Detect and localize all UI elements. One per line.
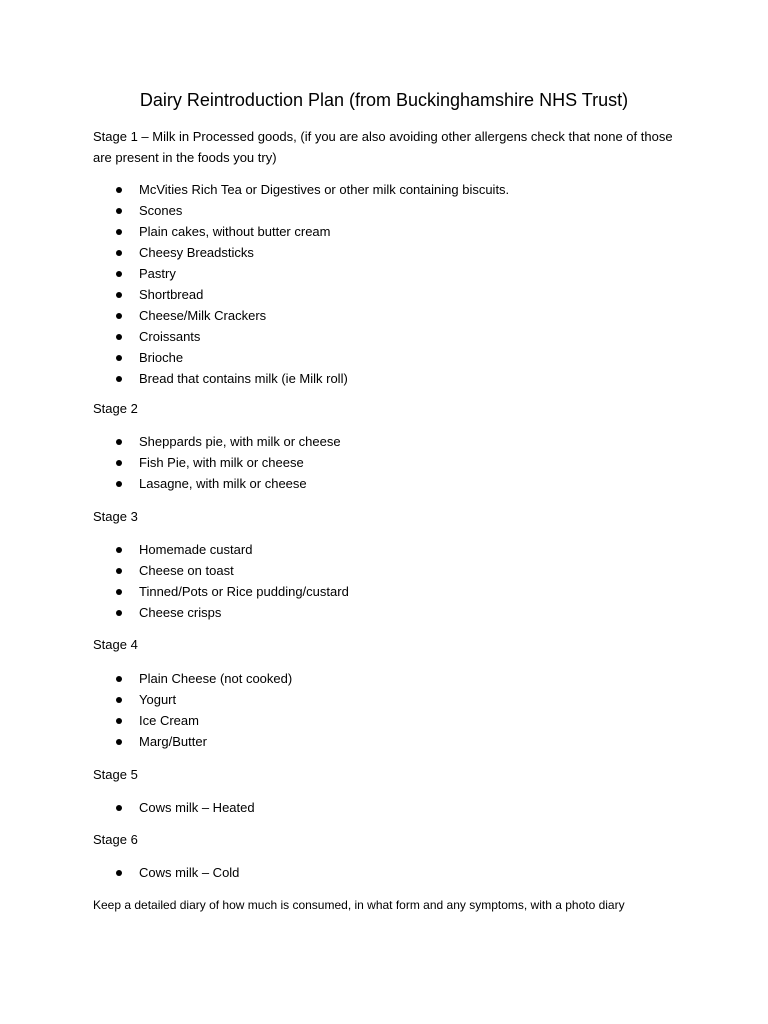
list-item bbox=[93, 179, 509, 200]
stage-6-list bbox=[93, 862, 239, 883]
footer-note: Keep a detailed diary of how much is consumed, in what form and any symptoms, with a photo diary bbox=[93, 898, 625, 912]
bullet-icon bbox=[116, 460, 122, 466]
bullet-icon bbox=[116, 229, 122, 235]
bullet-icon bbox=[116, 208, 122, 214]
stage-1-list bbox=[93, 179, 509, 389]
list-item-text: Lasagne, with milk or cheese bbox=[139, 476, 307, 491]
list-item bbox=[93, 473, 341, 494]
list-item bbox=[93, 668, 292, 689]
list-item bbox=[93, 263, 509, 284]
list-item-text: Cheese crisps bbox=[139, 605, 222, 620]
bullet-icon bbox=[116, 805, 122, 811]
list-item-text: Plain cakes, without butter cream bbox=[139, 224, 331, 239]
bullet-icon bbox=[116, 610, 122, 616]
list-item bbox=[93, 368, 509, 389]
list-item-text: Fish Pie, with milk or cheese bbox=[139, 455, 304, 470]
list-item bbox=[93, 539, 349, 560]
list-item-text: Sheppards pie, with milk or cheese bbox=[139, 434, 341, 449]
list-item bbox=[93, 347, 509, 368]
list-item bbox=[93, 242, 509, 263]
bullet-icon bbox=[116, 697, 122, 703]
list-item bbox=[93, 689, 292, 710]
list-item bbox=[93, 731, 292, 752]
bullet-icon bbox=[116, 376, 122, 382]
list-item-text: Plain Cheese (not cooked) bbox=[139, 671, 293, 686]
bullet-icon bbox=[116, 292, 122, 298]
bullet-icon bbox=[116, 718, 122, 724]
list-item-text: Yogurt bbox=[139, 692, 177, 707]
list-item bbox=[93, 326, 509, 347]
list-item-text: McVities Rich Tea or Digestives or other milk containing biscuits. bbox=[139, 182, 510, 197]
list-item bbox=[93, 710, 292, 731]
list-item-text: Cheesy Breadsticks bbox=[139, 245, 254, 260]
bullet-icon bbox=[116, 739, 122, 745]
list-item-text: Shortbread bbox=[139, 287, 204, 302]
stage-3-heading: Stage 3 bbox=[93, 509, 138, 524]
list-item-text: Cows milk – Cold bbox=[139, 865, 240, 880]
list-item-text: Ice Cream bbox=[139, 713, 199, 728]
bullet-icon bbox=[116, 334, 122, 340]
bullet-icon bbox=[116, 271, 122, 277]
stage-4-heading: Stage 4 bbox=[93, 637, 138, 652]
list-item-text: Bread that contains milk (ie Milk roll) bbox=[139, 371, 348, 386]
list-item bbox=[93, 560, 349, 581]
list-item-text: Croissants bbox=[139, 329, 201, 344]
list-item-text: Pastry bbox=[139, 266, 176, 281]
stage-2-heading: Stage 2 bbox=[93, 401, 138, 416]
list-item bbox=[93, 200, 509, 221]
list-item bbox=[93, 431, 341, 452]
bullet-icon bbox=[116, 481, 122, 487]
stage-3-list bbox=[93, 539, 349, 623]
bullet-icon bbox=[116, 187, 122, 193]
document-title: Dairy Reintroduction Plan (from Buckinghamshire NHS Trust) bbox=[139, 90, 629, 110]
stage-6-heading: Stage 6 bbox=[93, 832, 138, 847]
list-item bbox=[93, 862, 239, 883]
bullet-icon bbox=[116, 313, 122, 319]
bullet-icon bbox=[116, 439, 122, 445]
list-item-text: Scones bbox=[139, 203, 183, 218]
bullet-icon bbox=[116, 568, 122, 574]
list-item bbox=[93, 452, 341, 473]
stage-4-list bbox=[93, 668, 292, 752]
list-item-text: Marg/Butter bbox=[139, 734, 207, 749]
bullet-icon bbox=[116, 870, 122, 876]
list-item bbox=[93, 581, 349, 602]
stage-5-heading: Stage 5 bbox=[93, 767, 138, 782]
list-item-text: Cows milk – Heated bbox=[139, 800, 255, 815]
list-item-text: Tinned/Pots or Rice pudding/custard bbox=[139, 584, 349, 599]
bullet-icon bbox=[116, 250, 122, 256]
list-item bbox=[93, 305, 509, 326]
list-item bbox=[93, 602, 349, 623]
list-item-text: Homemade custard bbox=[139, 542, 253, 557]
bullet-icon bbox=[116, 676, 122, 682]
list-item bbox=[93, 797, 255, 818]
list-item-text: Cheese on toast bbox=[139, 563, 234, 578]
stage-5-list bbox=[93, 797, 255, 818]
list-item bbox=[93, 221, 509, 242]
list-item bbox=[93, 284, 509, 305]
list-item-text: Brioche bbox=[139, 350, 184, 365]
bullet-icon bbox=[116, 355, 122, 361]
list-item-text: Cheese/Milk Crackers bbox=[139, 308, 267, 323]
stage-1-intro: Stage 1 – Milk in Processed goods, (if you are also avoiding other allergens check that none of those are present in the foods you try) bbox=[93, 129, 673, 165]
bullet-icon bbox=[116, 589, 122, 595]
stage-2-list bbox=[93, 431, 341, 494]
bullet-icon bbox=[116, 547, 122, 553]
